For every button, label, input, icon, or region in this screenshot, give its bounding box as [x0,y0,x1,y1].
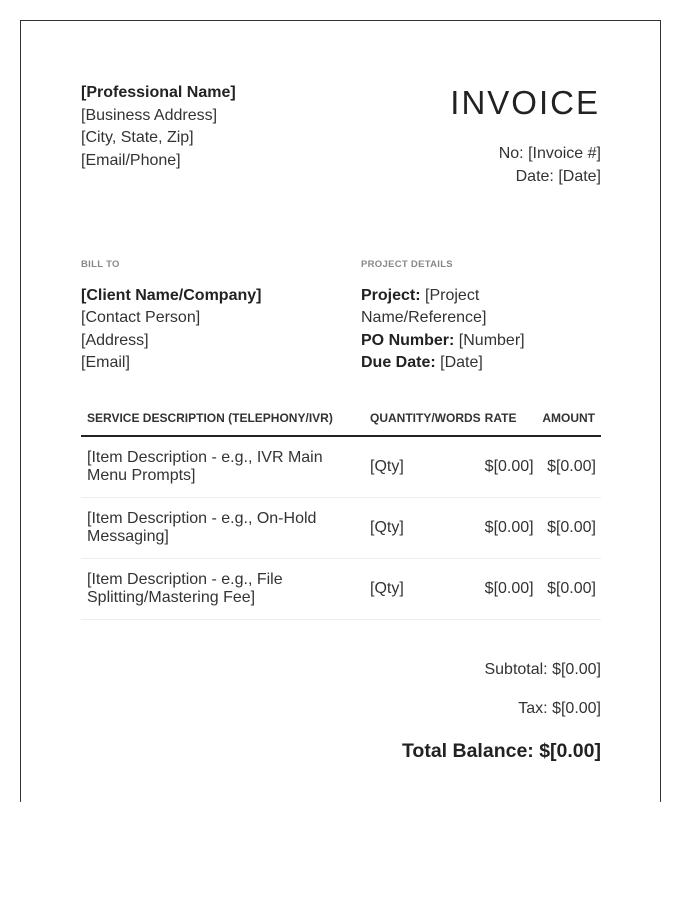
item-description: [Item Description - e.g., IVR Main Menu Prompts] [81,436,358,498]
project-label: Project: [361,286,421,304]
item-description: [Item Description - e.g., File Splitting/Mastering Fee] [81,559,358,620]
sender-city: [City, State, Zip] [81,129,194,146]
header-quantity: QUANTITY/WORDS [358,400,481,436]
invoice-date: Date: [Date] [515,167,601,185]
sender-name: [Professional Name] [81,84,236,101]
total-balance: Total Balance: $[0.00] [401,740,601,762]
header-amount: AMOUNT [535,400,601,436]
po-label: PO Number: [361,331,455,349]
table-row [81,436,601,498]
item-amount: $[0.00] [535,498,601,559]
contact-person: [Contact Person] [81,309,201,326]
due-date-label: Due Date: [361,354,436,371]
sender-block [81,82,236,172]
table-row [81,559,601,620]
item-rate: $[0.00] [481,498,535,559]
due-date-line [361,352,601,375]
po-line [361,330,601,353]
due-date-value: [Date] [440,354,483,371]
item-quantity: [Qty] [358,498,481,559]
bill-to-label: BILL TO [81,259,120,270]
tax: Tax: $[0.00] [518,700,601,717]
line-items-table [81,400,601,620]
client-email: [Email] [81,354,130,371]
sender-address: [Business Address] [81,106,218,124]
table-header-row [81,400,601,436]
project-details-label: PROJECT DETAILS [361,259,453,270]
project-details-block [361,254,601,375]
sender-contact: [Email/Phone] [81,151,181,169]
item-amount: $[0.00] [535,436,601,498]
item-quantity: [Qty] [358,436,481,498]
item-rate: $[0.00] [481,436,535,498]
po-value: [Number] [458,331,525,349]
header-rate: RATE [481,400,535,436]
client-name: [Client Name/Company] [81,286,262,304]
project-line [361,285,601,330]
invoice-title: INVOICE [450,84,600,121]
item-rate: $[0.00] [481,559,535,620]
item-description: [Item Description - e.g., On-Hold Messaging] [81,498,358,559]
table-row [81,498,601,559]
item-amount: $[0.00] [535,559,601,620]
bill-to-block [81,254,331,375]
invoice-number: No: [Invoice #] [498,145,601,162]
subtotal: Subtotal: $[0.00] [484,661,601,678]
item-quantity: [Qty] [358,559,481,620]
project-value: [Project Name/Reference] [361,286,487,326]
invoice-meta [499,143,601,188]
client-address: [Address] [81,331,149,349]
header-description: SERVICE DESCRIPTION (TELEPHONY/IVR) [81,400,358,436]
